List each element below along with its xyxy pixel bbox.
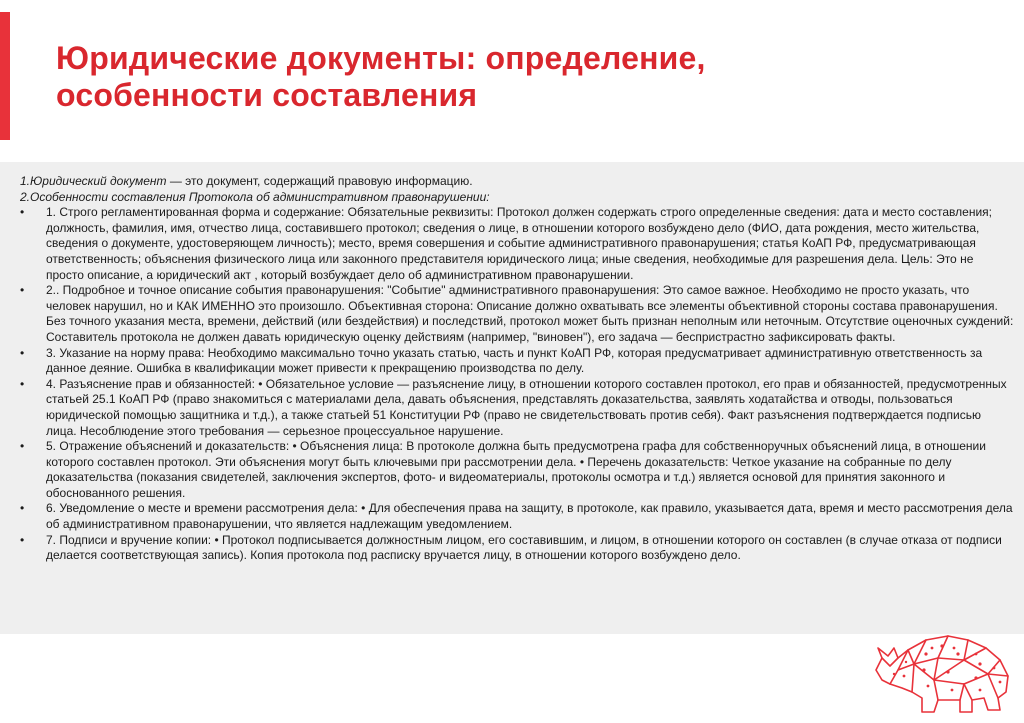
section-heading: 2.Особенности составления Протокола об административном правонарушении: <box>20 189 490 204</box>
page-title-line-2: особенности составления <box>56 77 478 113</box>
bullet-icon: • <box>20 376 25 391</box>
content-panel <box>0 162 1024 634</box>
rhino-logo-icon <box>868 618 1018 718</box>
bullet-icon: • <box>20 501 25 516</box>
definition-line <box>14 174 1014 190</box>
list-item <box>14 283 1014 345</box>
bullet-icon: • <box>20 283 25 298</box>
list-item-text: 3. Указание на норму права: Необходимо максимально точно указать статью, часть и пункт КоАП РФ, которая предусматривает административную ответственность за данное деяние. Ошибка в квалификации может привести к прекращению производства по делу. <box>46 345 983 376</box>
list-item-text: 7. Подписи и вручение копии: • Протокол подписывается должностным лицом, его составившим, и лицом, в отношении которого он составлен (в случае отказа от подписи делается соответствующая запись). Копия протокола под расписку вручается лицу, в отношении которого возбуждено дело. <box>46 532 1002 563</box>
bullet-icon: • <box>20 345 25 360</box>
list-item <box>14 439 1014 501</box>
definition-text: — это документ, содержащий правовую информацию. <box>166 174 473 188</box>
page-title-line-1: Юридические документы: определение, <box>56 40 706 76</box>
list-item-text: 4. Разъяснение прав и обязанностей: • Обязательное условие — разъяснение лицу, в отношении которого составлен протокол, его прав и обязанностей, предусмотренных статьей 25.1 КоАП РФ (право знакомиться с материалами дела, давать объяснения, представлять доказательства, заявлять ходатайства и отводы, пользоваться юридической помощью защитника и т.д.), а также статьей 51 Конституции РФ (право не свидетельствовать против себя). Факт разъяснения подтверждается подписью лица. Несоблюдение этого требования — серьезное процессуальное нарушение. <box>46 376 1007 438</box>
list-item <box>14 501 1014 532</box>
bullet-icon: • <box>20 439 25 454</box>
list-item <box>14 533 1014 564</box>
list-item-text: 5. Отражение объяснений и доказательств: • Объяснения лица: В протоколе должна быть предусмотрена графа для собственноручных объяснений лица, в отношении которого составлен протокол. Эти объяснения могут быть ключевыми при рассмотрении дела. • Перечень доказательств: Четкое указание на собранные по делу доказательства (показания свидетелей, заключения экспертов, фото- и видеоматериалы, протоколы осмотра и т.д.) является основой для принятия законного и обоснованного решения. <box>46 439 986 500</box>
list-item-text: 1. Строго регламентированная форма и содержание: Обязательные реквизиты: Протокол должен содержать строго определенные сведения: дата и место составления; должность, фамилия, имя, отчество лица, составившего протокол; сведения о лице, в отношении которого возбуждено дело (ФИО, дата рождения, место жительства, сведения о документе, удостоверяющем личность); место, время совершения и событие административного правонарушения; статья КоАП РФ, предусматривающая ответственность; объяснения физического лица или законного представителя юридического лица; иные сведения, необходимые для разрешения дела. Цель: Это не просто описание, а юридический акт , который возбуждает дело об административном правонарушении. <box>46 205 992 282</box>
list-item <box>14 205 1014 283</box>
list-item <box>14 377 1014 439</box>
list-item-text: 6. Уведомление о месте и времени рассмотрения дела: • Для обеспечения права на защиту, в протоколе, как правило, указывается дата, время и место рассмотрения дела об административном правонарушении, что является надлежащим уведомлением. <box>46 501 1013 532</box>
list-item <box>14 346 1014 377</box>
accent-bar <box>0 12 10 140</box>
definition-term: 1.Юридический документ <box>20 174 167 188</box>
page-title <box>56 40 956 114</box>
list-item-text: 2.. Подробное и точное описание события правонарушения: "Событие" административного правонарушения: Это самое важное. Необходимо не просто указать, что человек нарушил, но и КАК ИМЕННО это произошло. Объективная сторона: Описание должно охватывать все элементы объективной стороны состава правонарушения. Без точного указания места, времени, действий (или бездействия) и последствий, протокол может быть признан неполным или неточным. Отсутствие оценочных суждений: Составитель протокола не должен давать юридическую оценку действиям (например, "виновен"), его задача — беспристрастно зафиксировать факты. <box>46 283 1014 344</box>
bullet-icon: • <box>20 532 25 547</box>
requirements-list <box>14 205 1014 564</box>
bullet-icon: • <box>20 205 25 220</box>
